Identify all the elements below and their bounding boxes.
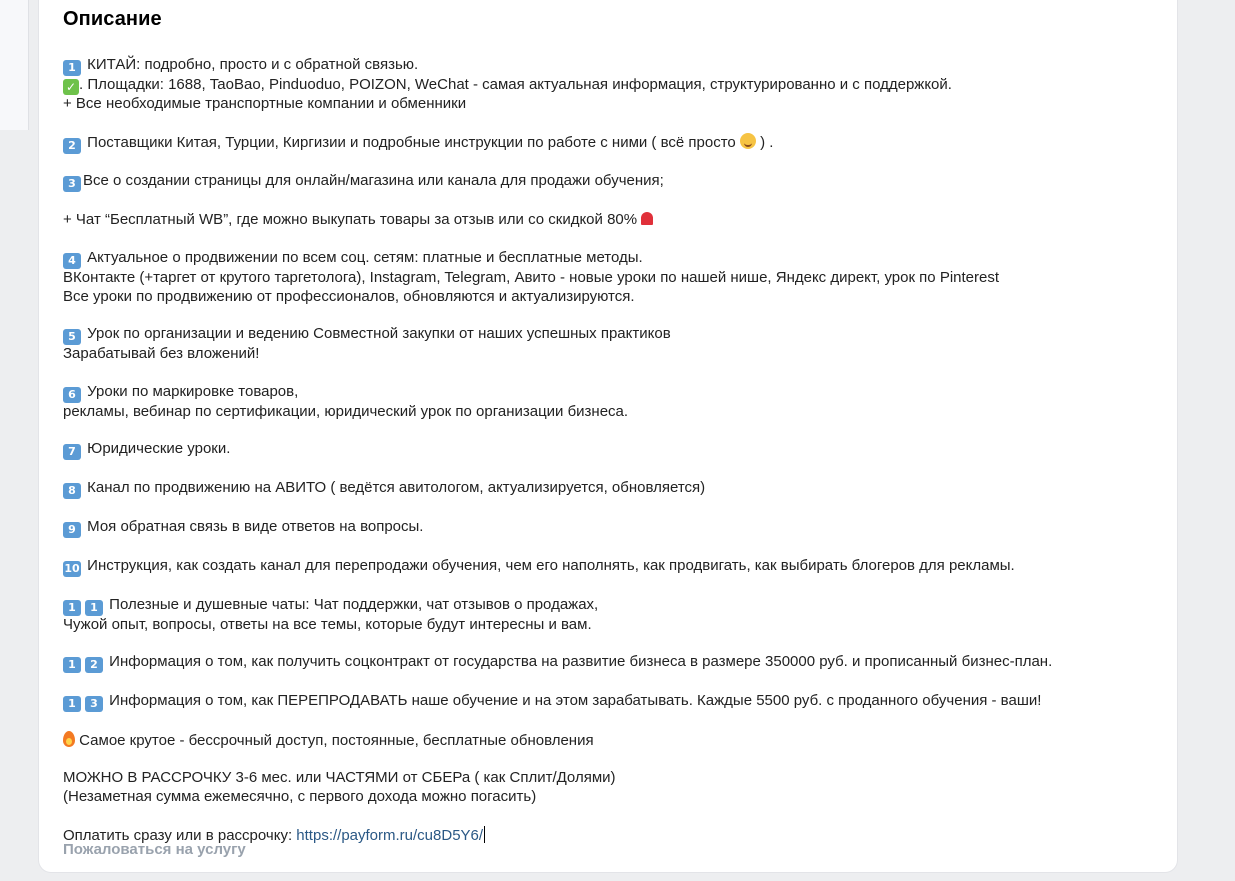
description-line: [63, 731, 1163, 751]
description-paragraph: [63, 518, 1163, 538]
description-line: [63, 76, 1163, 95]
description-paragraph: [63, 557, 1163, 577]
keycap-1-icon: 1: [63, 657, 81, 673]
left-panel-strip: [0, 0, 30, 881]
description-paragraph: [63, 325, 1163, 364]
description-line: [63, 616, 1163, 635]
keycap-4-icon: 4: [63, 253, 81, 269]
line-text: Информация о том, как ПЕРЕПРОДАВАТЬ наше обучение и на этом зарабатывать. Каждые 5500 руб. с проданного обучения - ваши!: [105, 691, 1042, 709]
description-paragraph: [63, 479, 1163, 499]
description-line: [63, 440, 1163, 460]
description-paragraph: [63, 211, 1163, 230]
description-line: [63, 249, 1163, 269]
siren-icon: [641, 212, 653, 225]
description-paragraph: [63, 133, 1163, 154]
description-paragraph: [63, 653, 1163, 673]
description-line: [63, 95, 1163, 114]
line-text: Урок по организации и ведению Совместной закупки от наших успешных практиков: [83, 325, 671, 343]
description-line: [63, 403, 1163, 422]
keycap-6-icon: 6: [63, 387, 81, 403]
keycap-1-icon: 1: [85, 600, 103, 616]
smiling-face-icon: [740, 133, 756, 149]
line-suffix: ) .: [755, 133, 774, 151]
description-paragraph: [63, 596, 1163, 635]
left-panel-edge: [0, 0, 29, 130]
description-line: [63, 479, 1163, 499]
line-text: (Незаметная сумма ежемесячно, с первого дохода можно погасить): [63, 788, 537, 806]
keycap-5-icon: 5: [63, 329, 81, 345]
line-text: ВКонтакте (+таргет от крутого таргетолога), Instagram, Telegram, Авито - новые уроки по нашей нише, Яндекс директ, урок по Pinterest: [63, 268, 1000, 286]
description-paragraph: [63, 249, 1163, 307]
report-service-link[interactable]: Пожаловаться на услугу: [63, 841, 246, 858]
line-text: Все о создании страницы для онлайн/магазина или канала для продажи обучения;: [83, 172, 664, 190]
fire-icon: [63, 731, 75, 747]
payment-link[interactable]: https://payform.ru/cu8D5Y6/: [296, 826, 484, 844]
line-text: Канал по продвижению на АВИТО ( ведётся авитологом, актуализируется, обновляется): [83, 479, 706, 497]
line-text: Полезные и душевные чаты: Чат поддержки, чат отзывов о продажах,: [105, 595, 599, 613]
line-text: Моя обратная связь в виде ответов на вопросы.: [83, 517, 424, 535]
description-line: [63, 692, 1163, 712]
keycap-1-icon: 1: [63, 60, 81, 76]
description-line: [63, 596, 1163, 616]
line-text: Все уроки по продвижению от профессионалов, обновляются и актуализируются.: [63, 287, 635, 305]
description-paragraph: [63, 383, 1163, 422]
line-text: Чужой опыт, вопросы, ответы на все темы, которые будут интересны и вам.: [63, 615, 592, 633]
keycap-7-icon: 7: [63, 444, 81, 460]
keycap-8-icon: 8: [63, 483, 81, 499]
line-text: МОЖНО В РАССРОЧКУ 3-6 мес. или ЧАСТЯМИ от СБЕРа ( как Сплит/Долями): [63, 769, 616, 787]
description-line: [63, 653, 1163, 673]
description-paragraph: [63, 172, 1163, 192]
description-paragraph: [63, 769, 1163, 807]
keycap-3-icon: 3: [63, 176, 81, 192]
line-text: Актуальное о продвижении по всем соц. сетям: платные и бесплатные методы.: [83, 248, 643, 266]
section-title: Описание: [63, 8, 162, 30]
keycap-10-icon: 10: [64, 561, 80, 575]
keycap-2-icon: 2: [63, 138, 81, 154]
description-line: [63, 56, 1163, 76]
description-line: [63, 383, 1163, 403]
check-mark-icon: ✓: [63, 79, 79, 95]
description-line: [63, 788, 1163, 807]
payment-label: Оплатить сразу или в рассрочку:: [63, 826, 297, 844]
line-text: Инструкция, как создать канал для перепродажи обучения, чем его наполнять, как продвигать, как выбирать блогеров для рекламы.: [83, 556, 1015, 574]
description-text: [63, 56, 1163, 864]
description-line: [63, 557, 1163, 577]
keycap-3-icon: 3: [85, 696, 103, 712]
description-line: [63, 269, 1163, 288]
keycap-9-icon: 9: [63, 522, 81, 538]
description-line: [63, 288, 1163, 307]
description-paragraph: [63, 731, 1163, 751]
description-line: [63, 211, 1163, 230]
description-line: [63, 133, 1163, 154]
description-paragraph: [63, 440, 1163, 460]
description-line: [63, 172, 1163, 192]
line-text: Уроки по маркировке товаров,: [83, 382, 299, 400]
text-cursor: [484, 826, 485, 843]
line-text: + Все необходимые транспортные компании и обменники: [63, 95, 467, 112]
line-text: + Чат “Бесплатный WB”, где можно выкупать товары за отзыв или со скидкой 80%: [63, 211, 642, 229]
line-text: КИТАЙ: подробно, просто и с обратной связью.: [83, 56, 419, 73]
line-text: Самое крутое - бессрочный доступ, постоянные, бесплатные обновления: [75, 731, 594, 749]
line-text: Зарабатывай без вложений!: [63, 345, 260, 363]
line-text: Поставщики Китая, Турции, Киргизии и подробные инструкции по работе с ними ( всё просто: [83, 133, 740, 151]
line-text: Информация о том, как получить соцконтракт от государства на развитие бизнеса в размере 350000 руб. и прописанный бизнес-план.: [105, 653, 1053, 671]
description-paragraph: [63, 56, 1163, 114]
keycap-2-icon: 2: [85, 657, 103, 673]
line-text: Юридические уроки.: [83, 440, 231, 458]
keycap-1-icon: 1: [63, 600, 81, 616]
description-line: [63, 518, 1163, 538]
description-line: [63, 345, 1163, 364]
line-text: . Площадки: 1688, TaoBao, Pinduoduo, POIZON, WeChat - самая актуальная информация, структурированно и с поддержкой.: [79, 76, 952, 93]
description-paragraph: [63, 692, 1163, 712]
description-line: [63, 325, 1163, 345]
keycap-1-icon: 1: [63, 696, 81, 712]
line-text: рекламы, вебинар по сертификации, юридический урок по организации бизнеса.: [63, 402, 629, 420]
description-line: [63, 769, 1163, 788]
